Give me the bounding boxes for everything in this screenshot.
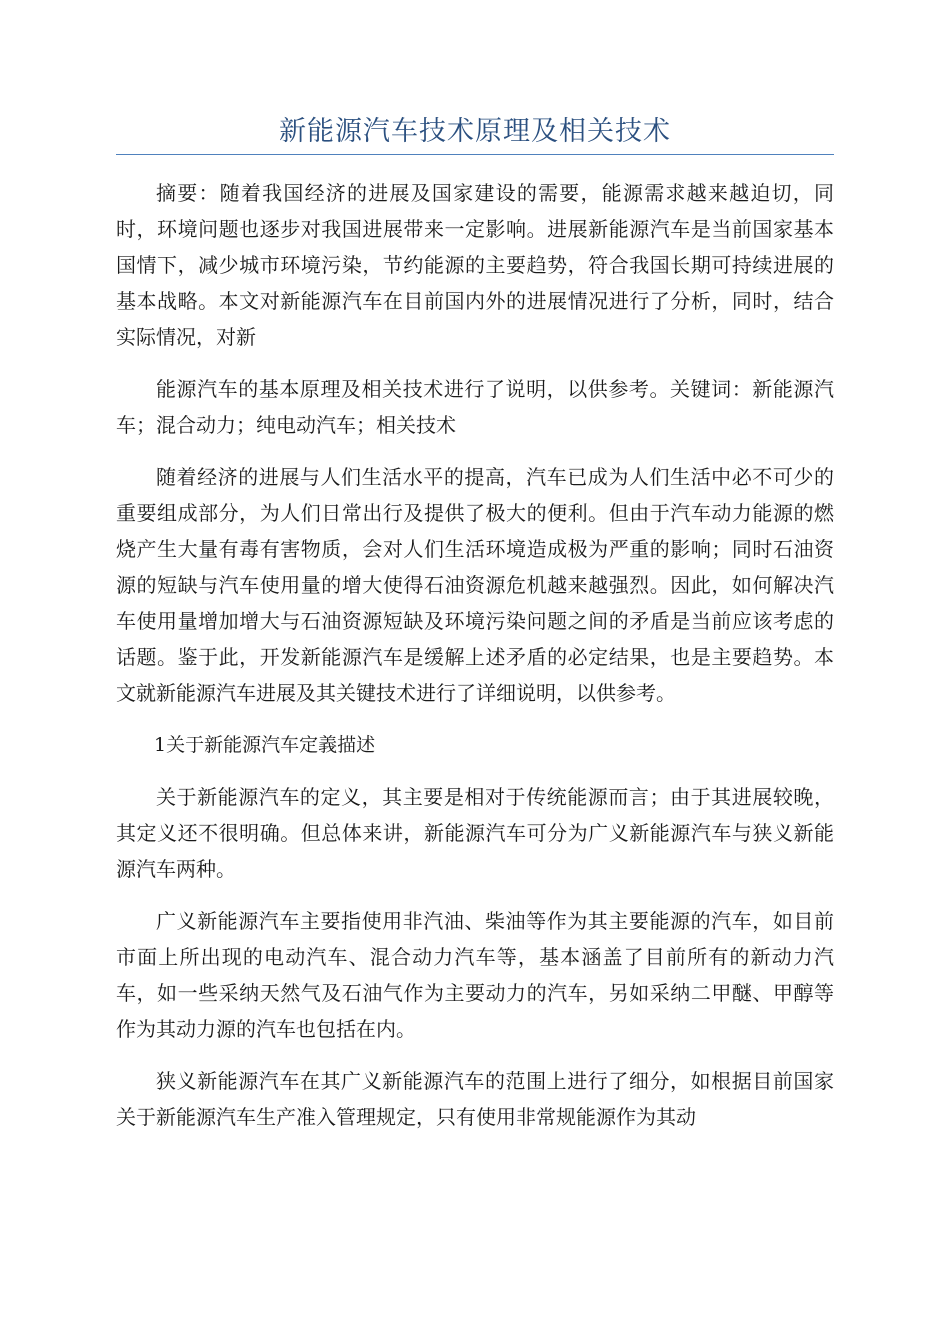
keywords-paragraph: 能源汽车的基本原理及相关技术进行了说明，以供参考。关键词：新能源汽车；混合动力；纯电动汽车；相关技术 <box>116 377 834 437</box>
narrow-definition-paragraph: 狭义新能源汽车在其广义新能源汽车的范围上进行了细分，如根据目前国家关于新能源汽车生产准入管理规定，只有使用非常规能源作为其动 <box>116 1069 834 1129</box>
document-title: 新能源汽车技术原理及相关技术 <box>279 116 671 147</box>
definition-paragraph: 关于新能源汽车的定义，其主要是相对于传统能源而言；由于其进展较晚，其定义还不很明确。但总体来讲，新能源汽车可分为广义新能源汽车与狭义新能源汽车两种。 <box>116 785 834 881</box>
section-heading: 1关于新能源汽车定義描述 <box>154 734 376 756</box>
title-underline <box>116 154 834 155</box>
document-body <box>116 175 834 1151</box>
broad-definition-paragraph: 广义新能源汽车主要指使用非汽油、柴油等作为其主要能源的汽车，如目前市面上所出现的电动汽车、混合动力汽车等，基本涵盖了目前所有的新动力汽车，如一些采纳天然气及石油气作为主要动力的汽车，另如采纳二甲醚、甲醇等作为其动力源的汽车也包括在内。 <box>116 909 834 1041</box>
intro-paragraph: 随着经济的进展与人们生活水平的提高，汽车已成为人们生活中必不可少的重要组成部分，为人们日常出行及提供了极大的便利。但由于汽车动力能源的燃烧产生大量有毒有害物质，会对人们生活环境造成极为严重的影响；同时石油资源的短缺与汽车使用量的增大使得石油资源危机越来越强烈。因此，如何解决汽车使用量增加增大与石油资源短缺及环境污染问题之间的矛盾是当前应该考虑的话题。鉴于此，开发新能源汽车是缓解上述矛盾的必定结果，也是主要趋势。本文就新能源汽车进展及其关键技术进行了详细说明，以供参考。 <box>116 465 834 705</box>
abstract-paragraph: 摘要：随着我国经济的进展及国家建设的需要，能源需求越来越迫切，同时，环境问题也逐步对我国进展带来一定影响。进展新能源汽车是当前国家基本国情下，减少城市环境污染，节约能源的主要趋势，符合我国长期可持续进展的基本战略。本文对新能源汽车在目前国内外的进展情况进行了分析，同时，结合实际情况，对新 <box>116 181 834 349</box>
